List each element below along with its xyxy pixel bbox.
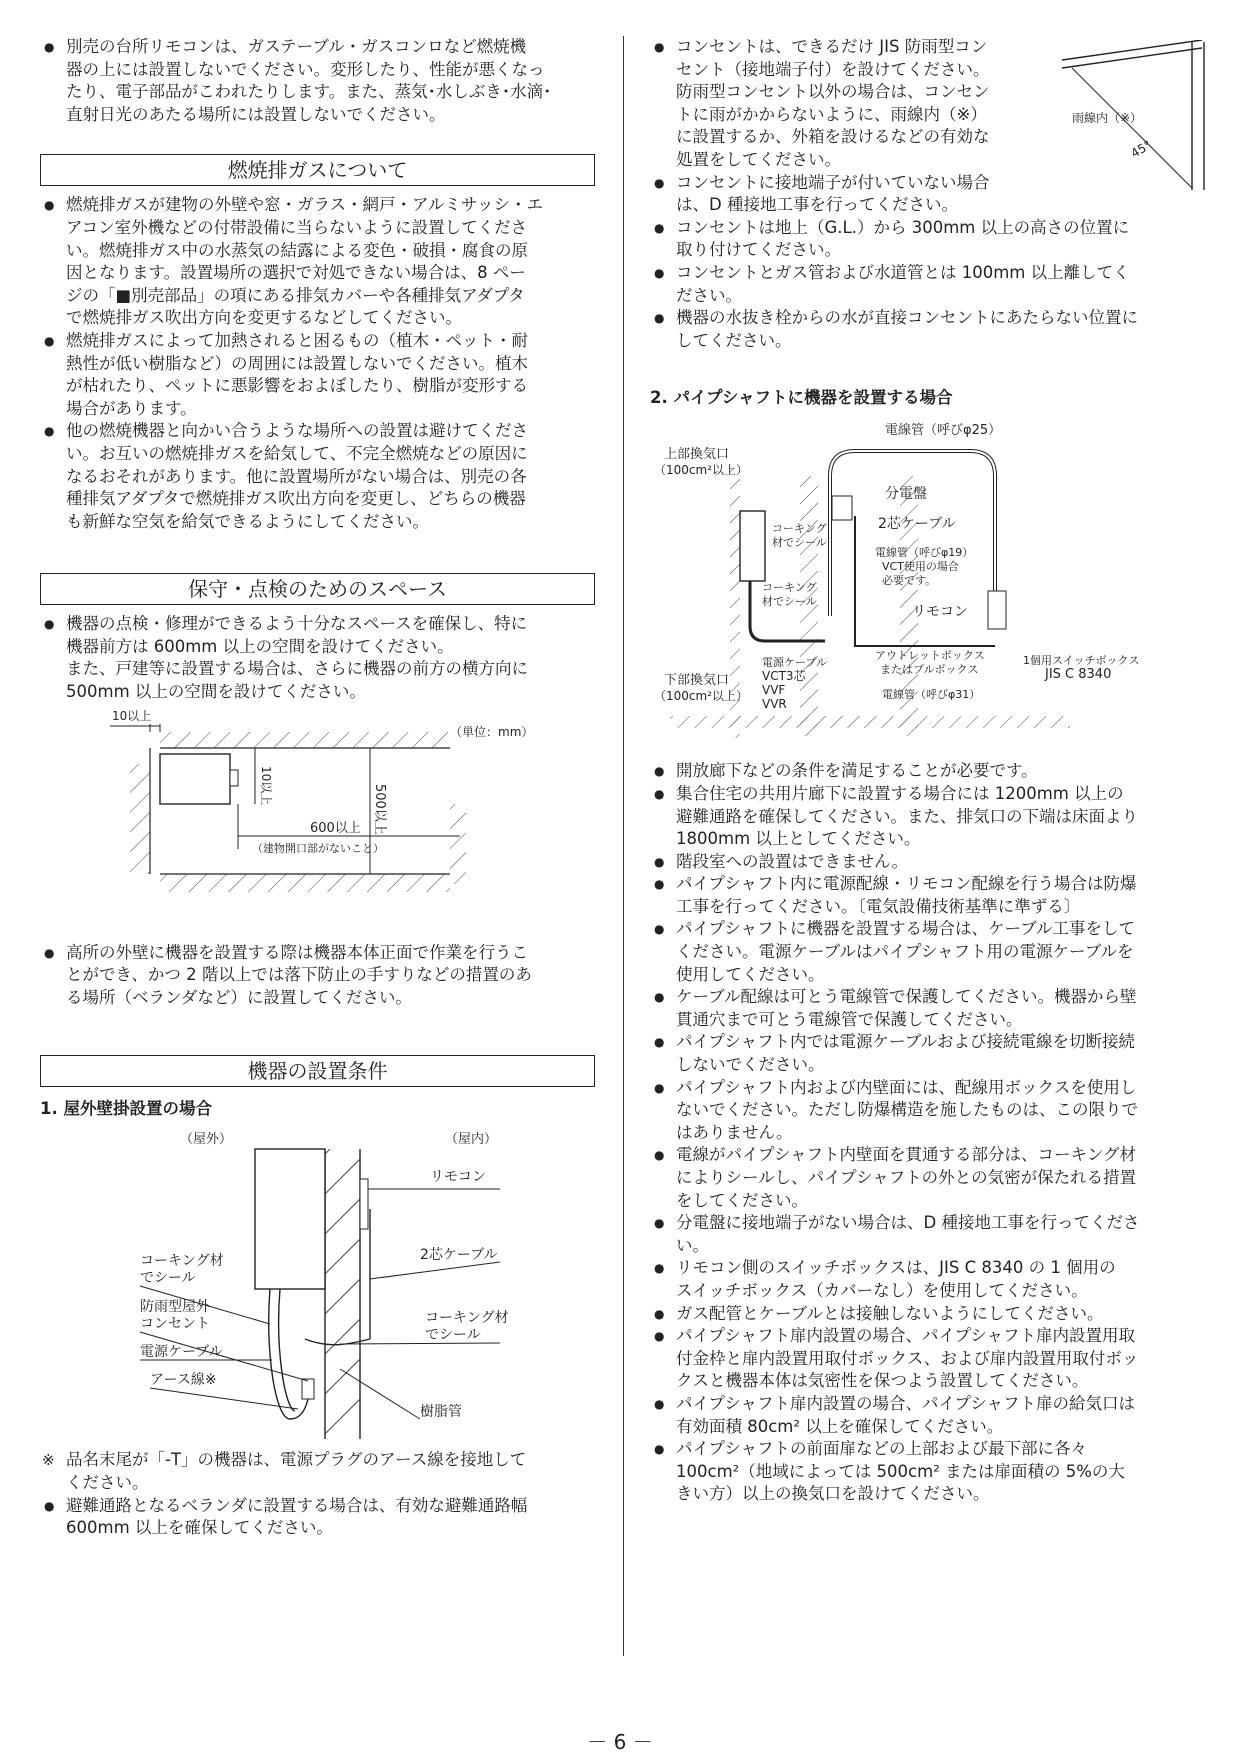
list-item: ● ガス配管とケーブルとは接触しないようにしてください。 xyxy=(650,1303,1210,1326)
right-wall xyxy=(450,804,466,884)
conduit19-2: VCT使用の場合 xyxy=(882,560,959,574)
conduit25-label: 電線管（呼びφ25） xyxy=(885,423,1002,439)
maintenance-space-diagram xyxy=(40,704,595,934)
power-3: VVF xyxy=(762,683,786,698)
water-heater xyxy=(255,1149,325,1289)
dim-500: 500以上 xyxy=(372,783,387,835)
list-item: ● コンセントは地上（G.L.）から 300mm 以上の高さの位置に 取り付けてください。 xyxy=(650,217,1210,262)
list-item: ● 機器の水抜き栓からの水が直接コンセントにあたらない位置に してください。 xyxy=(650,307,1210,352)
conditions-section-title: 機器の設置条件 xyxy=(40,1055,595,1087)
list-item: ● 機器の点検・修理ができるよう十分なスペースを確保し、特に 機器前方は 600mm 以上の空間を設けてください。 また、戸建等に設置する場合は、さらに機器の前方の横方向に 500mm 以上の空間を設けてください。 xyxy=(40,613,595,703)
outlet-box-1: アウトレットボックス xyxy=(875,649,985,663)
breaker-label: 分電盤 xyxy=(885,486,927,503)
list-item: ● 燃焼排ガスが建物の外壁や窓・ガラス・網戸・アルミサッシ・エ アコン室外機などの付帯設備に当らないように設置してくださ い。燃焼排ガス中の水蒸気の結露による変色・破損・腐食の原 因となります。設置場所の選択で対処できない場合は、8 ペー ジの「■別売部品」の項にある排気カバーや各種排気アダプタ で燃焼排ガス吹出方向を変更するなどしてください。 xyxy=(40,194,595,330)
outdoor-install-heading: 1. 屋外壁掛設置の場合 xyxy=(40,1099,212,1119)
list-item: ● コンセントに接地端子が付いていない場合 は、D 種接地工事を行ってください。 xyxy=(650,172,1210,217)
cable-2core-label: 2芯ケーブル xyxy=(420,1247,498,1264)
maintenance-section-title: 保守・点検のためのスペース xyxy=(40,573,595,605)
left-column xyxy=(40,36,595,1540)
caulk-label-1: コーキング材 xyxy=(140,1253,224,1270)
list-item: ● 別売の台所リモコンは、ガステーブル・ガスコンロなど燃焼機 器の上には設置しないでください。変形したり、性能が悪くなっ たり、電子部品がこわれたりします。また、蒸気･水しぶき･水滴･ 直射日光のあたる場所には設置しないでください。 xyxy=(40,36,595,126)
caulk-label-1b: でシール xyxy=(140,1270,196,1287)
caulk-b-2: 材でシール xyxy=(762,595,817,609)
conduit19-3: 必要です。 xyxy=(882,574,937,588)
caulk-a-2: 材でシール xyxy=(772,536,827,550)
pipe-appliance xyxy=(740,511,765,581)
exterior-wall xyxy=(325,1149,360,1439)
floor xyxy=(670,716,1070,728)
switch-box-1: 1個用スイッチボックス xyxy=(1023,654,1140,668)
note-list xyxy=(40,1449,595,1494)
list-item: ● コンセントは、できるだけ JIS 防雨型コン セント（接地端子付）を設けてください。 防雨型コンセント以外の場合は、コンセン トに雨がかからないように、雨線内（※） に設置するか、外箱を設けるなどの有効な 処置をしてください。 xyxy=(650,36,1210,172)
intro-bullet-list xyxy=(40,36,595,126)
list-item: ● 電線がパイプシャフト内壁面を貫通する部分は、コーキング材 によりシールし、パイプシャフトの外との気密が保たれる措置 をしてください。 xyxy=(650,1144,1210,1212)
outlet-label-2: コンセント xyxy=(140,1316,210,1333)
left-wall xyxy=(130,764,150,874)
rain-line-label: 雨線内（※） xyxy=(1072,111,1143,125)
caulk-b-1: コーキング xyxy=(762,581,817,595)
list-item: ● 高所の外壁に機器を設置する際は機器本体正面で作業を行うこ とができ、かつ 2 階以上では落下防止の手すりなどの措置のあ る場所（ベランダなど）に設置してください。 xyxy=(40,942,595,1010)
appliance-box xyxy=(160,754,230,804)
caulk-a-1: コーキング xyxy=(772,522,827,536)
power-1: 電源ケーブル xyxy=(762,656,828,670)
high-wall-bullet-list xyxy=(40,942,595,1010)
unit-label: （単位：mm） xyxy=(450,724,534,739)
switch-box-2: JIS C 8340 xyxy=(1045,667,1112,683)
pipe-bullet-list xyxy=(650,760,1210,1506)
upper-vent-area: （100cm²以上） xyxy=(654,463,749,478)
list-item: ● 分電盤に接地端子がない場合は、D 種接地工事を行ってくださ い。 xyxy=(650,1212,1210,1257)
outdoor-install-diagram xyxy=(40,1119,595,1449)
breaker-box xyxy=(832,496,852,520)
list-item: ● パイプシャフト扉内設置の場合、パイプシャフト扉の給気口は 有効面積 80cm² 以上を確保してください。 xyxy=(650,1393,1210,1438)
list-item: ※ 品名末尾が「-T」の機器は、電源プラグのアース線を接地して ください。 xyxy=(40,1449,595,1494)
outlet-box xyxy=(302,1379,314,1399)
conduit31-label: 電線管（呼びφ31） xyxy=(882,688,981,702)
list-item: ● ケーブル配線は可とう電線管で保護してください。機器から壁 貫通穴まで可とう電線管で保護してください。 xyxy=(650,986,1210,1031)
list-item: ● リモコン側のスイッチボックスは、JIS C 8340 の 1 個用の スイッチボックス（カバーなし）を使用してください。 xyxy=(650,1257,1210,1302)
list-item: ● パイプシャフト扉内設置の場合、パイプシャフト扉内設置用取 付金枠と扉内設置用取付ボックス、および扉内設置用取付ボッ クスと機器本体は気密性を保つよう設置してください。 xyxy=(650,1325,1210,1393)
pipe-remote-label: リモコン xyxy=(912,604,968,621)
caulk-label-2: コーキング材 xyxy=(425,1310,509,1327)
indoor-label: （屋内） xyxy=(445,1132,498,1148)
top-wall xyxy=(160,732,450,748)
outlet-label-1: 防雨型屋外 xyxy=(140,1299,210,1316)
list-item: ● 燃焼排ガスによって加熱されると困るもの（植木・ペット・耐 熱性が低い樹脂など）の周囲には設置しないでください。植木 が枯れたり、ペットに悪影響をおよぼしたり、樹脂が変形する 場合があります。 xyxy=(40,330,595,420)
list-item: ● 開放廊下などの条件を満足することが必要です。 xyxy=(650,760,1210,783)
cable-2core-pipe-label: 2芯ケーブル xyxy=(878,516,956,533)
list-item: ● パイプシャフトに機器を設置する場合は、ケーブル工事をして ください。電源ケーブルはパイプシャフト用の電源ケーブルを 使用してください。 xyxy=(650,918,1210,986)
lower-vent-area: （100cm²以上） xyxy=(654,689,749,704)
dim-600: 600以上 xyxy=(310,820,361,836)
list-item: ● 階段室への設置はできません。 xyxy=(650,851,1210,874)
list-item: ● コンセントとガス管および水道管とは 100mm 以上離してく ださい。 xyxy=(650,262,1210,307)
bottom-wall xyxy=(160,874,450,892)
exhaust-bullet-list xyxy=(40,194,595,533)
list-item: ● 避難通路となるベランダに設置する場合は、有効な避難通路幅 600mm 以上を確保してください。 xyxy=(40,1495,595,1540)
conduit19-1: 電線管（呼びφ19） xyxy=(875,546,974,560)
pipe-shaft-heading: 2. パイプシャフトに機器を設置する場合 xyxy=(650,388,953,408)
list-item: ● パイプシャフトの前面扉などの上部および最下部に各々 100cm²（地域によっては 500cm² または扉面積の 5%の大 きい方）以上の換気口を設けてください。 xyxy=(650,1438,1210,1506)
upper-vent-label: 上部換気口 xyxy=(664,447,730,463)
right-column xyxy=(650,36,1210,1506)
angle-label: 45° xyxy=(1128,137,1154,161)
list-item: ● 集合住宅の共用片廊下に設置する場合には 1200mm 以上の 避難通路を確保してください。また、排気口の下端は床面より 1800mm 以上としてください。 xyxy=(650,783,1210,851)
dim-600-note: （建物開口部がないこと） xyxy=(252,841,384,855)
rain-line-diagram xyxy=(1062,40,1212,190)
pipe-shaft-diagram xyxy=(650,416,1210,746)
power-cable-label: 電源ケーブル xyxy=(140,1344,223,1361)
power-2: VCT3芯 xyxy=(762,669,806,684)
outlet-box-2: またはプルボックス xyxy=(880,663,979,677)
exhaust-section-title: 燃焼排ガスについて xyxy=(40,154,595,186)
power-4: VVR xyxy=(762,697,787,712)
evac-bullet-list xyxy=(40,1495,595,1540)
outdoor-label: （屋外） xyxy=(180,1132,233,1148)
page-number: － 6 － xyxy=(587,1730,653,1754)
list-item: ● パイプシャフト内では電源ケーブルおよび接続電線を切断接続 しないでください。 xyxy=(650,1031,1210,1076)
lower-vent-label: 下部換気口 xyxy=(664,673,730,689)
remote-label: リモコン xyxy=(430,1169,486,1186)
earth-wire-label: アース線※ xyxy=(150,1372,217,1389)
resin-pipe-label: 樹脂管 xyxy=(420,1404,462,1421)
list-item: ● パイプシャフト内および内壁面には、配線用ボックスを使用し ないでください。ただし防爆構造を施したものは、この限りで はありません。 xyxy=(650,1077,1210,1145)
maintenance-bullet-list xyxy=(40,613,595,703)
dim-10-side: 10以上 xyxy=(259,765,273,805)
caulk-label-2b: でシール xyxy=(425,1327,481,1344)
dim-10-top: 10以上 xyxy=(112,708,152,723)
pipe-remote xyxy=(988,591,1006,629)
column-divider xyxy=(623,36,624,1656)
remote-plate xyxy=(360,1179,368,1229)
list-item: ● 他の燃焼機器と向かい合うような場所への設置は避けてくださ い。お互いの燃焼排ガスを給気して、不完全燃焼などの原因に なるおそれがあります。他に設置場所がない場合は、別売の各 種排気アダプタで燃焼排ガス吹出方向を変更し、どちらの機器 も新鮮な空気を給気できるようにしてください。 xyxy=(40,420,595,533)
list-item: ● パイプシャフト内に電源配線・リモコン配線を行う場合は防爆 工事を行ってください。〔電気設備技術基準に準ずる〕 xyxy=(650,873,1210,918)
